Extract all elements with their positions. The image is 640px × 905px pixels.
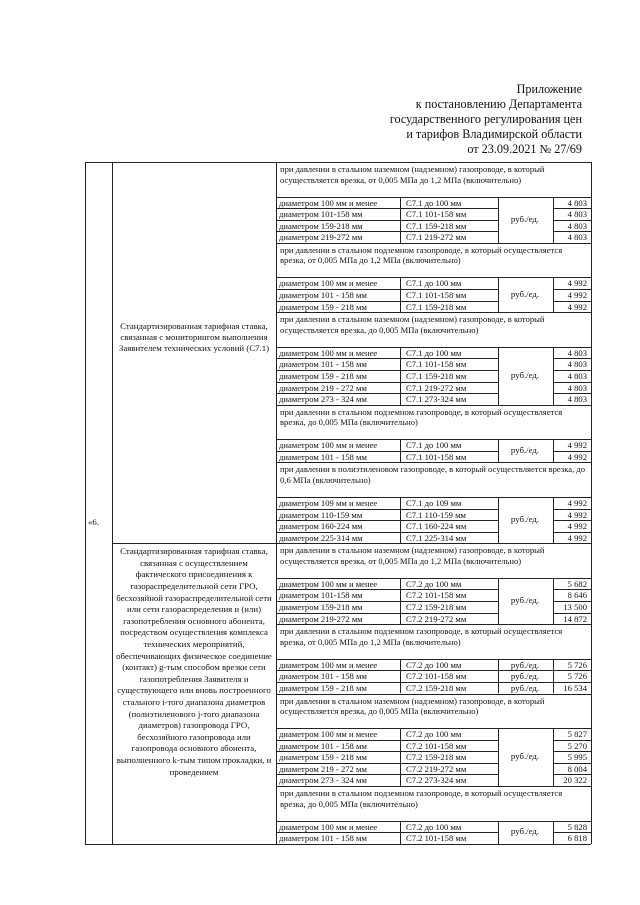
table-rule (553, 497, 554, 543)
tariff-value: 4 803 (567, 347, 587, 358)
table-rule (276, 405, 498, 406)
unit-label: руб./ед. (510, 514, 540, 525)
diameter-label: диаметром 159 - 218 мм (279, 370, 367, 381)
tariff-value: 5 827 (567, 729, 587, 739)
table-rule (553, 197, 554, 243)
table-rule (400, 277, 401, 312)
tariff-value: 4 992 (567, 509, 587, 520)
appendix-header (282, 82, 582, 157)
diameter-label: диаметром 159 - 218 мм (279, 301, 367, 312)
tariff-value: 4 992 (567, 301, 587, 312)
unit-label: руб./ед. (510, 671, 540, 682)
unit-label: руб./ед. (510, 595, 540, 605)
table-rule (276, 694, 498, 695)
diameter-label: диаметром 101-158 мм (279, 590, 363, 601)
diameter-label: диаметром 160-224 мм (279, 521, 363, 532)
diameter-label: диаметром 219 - 272 мм (279, 763, 367, 774)
rate-code: С7.1 101-158 мм (406, 209, 467, 220)
tariff-value: 5 726 (567, 659, 587, 670)
rate-code: С7.1 160-224 мм (406, 521, 467, 532)
diameter-label: диаметром 100 мм и менее (279, 197, 378, 208)
rate-code: С7.2 219-272 мм (406, 613, 467, 624)
diameter-label: диаметром 219-272 мм (279, 232, 363, 243)
rate-code: С7.1 101-158 мм (406, 290, 467, 300)
rate-code: С7.2 101-158 мм (406, 671, 467, 682)
table-rule (276, 462, 498, 463)
tariff-value: 13 500 (563, 602, 587, 612)
unit-label: руб./ед. (510, 682, 540, 693)
table-rule (498, 786, 553, 787)
table-rule (553, 624, 591, 625)
table-rule (85, 162, 591, 163)
table-rule (498, 543, 553, 544)
pressure-condition: при давлении в стальном наземном (надземном) газопроводе, в который осуществляется врезка, от 0,005 МПа до 1,2 МПа (включительно) (280, 545, 545, 566)
rate-code: С7.2 101-158 мм (406, 590, 467, 601)
tariff-value: 4 992 (567, 521, 587, 532)
pressure-condition: при давлении в полиэтиленовом газопроводе, в который осуществляется врезка, до 0,6 МПа (включительно) (280, 464, 586, 485)
rate-code: С7.2 до 100 мм (406, 729, 462, 739)
rate-code: С7.1 до 100 мм (406, 440, 462, 451)
table-rule (400, 659, 401, 694)
rate-code: С7.1 101-158 мм (406, 451, 467, 462)
diameter-label: диаметром 110-159 мм (279, 509, 363, 520)
unit-label: руб./ед. (510, 288, 540, 299)
table-rule (498, 844, 553, 845)
table-rule (553, 728, 554, 786)
table-rule (112, 162, 113, 844)
table-rule (498, 578, 499, 624)
table-rule (553, 786, 591, 787)
table-rule (553, 694, 591, 695)
rate-code: С7.1 273-324 мм (406, 394, 467, 405)
diameter-label: диаметром 101 - 158 мм (279, 740, 367, 751)
rate-code: С7.1 до 100 мм (406, 347, 462, 358)
pressure-condition: при давлении в стальном подземном газопроводе, в который осуществляется врезка, от 0,005 МПа до 1,2 МПа (включительно) (280, 626, 563, 647)
pressure-condition: при давлении в стальном наземном (надземном) газопроводе, в который осуществляется врезка, до 0,005 МПа (включительно) (280, 695, 545, 717)
diameter-label: диаметром 101 - 158 мм (279, 451, 367, 462)
diameter-label: диаметром 100 мм и менее (279, 821, 378, 832)
table-rule (498, 439, 499, 462)
rate-code: С7.1 225-314 мм (406, 532, 467, 543)
diameter-label: диаметром 100 мм и менее (279, 659, 378, 670)
header-line: и тарифов Владимирской области (406, 127, 582, 141)
tariff-value: 5 828 (567, 821, 587, 832)
diameter-label: диаметром 159-218 мм (279, 220, 363, 231)
table-rule (498, 694, 553, 695)
table-rule (400, 728, 401, 786)
table-rule (553, 659, 554, 694)
tariff-value: 4 803 (567, 359, 587, 370)
tariff-value: 5 270 (567, 740, 587, 751)
tariff-value: 8 004 (567, 763, 587, 774)
pressure-condition: при давлении в стальном подземном газопроводе, в который осуществляется врезка, от 0,005 МПа до 1,2 МПа (включительно) (280, 244, 563, 266)
tariff-value: 5 682 (567, 578, 587, 589)
tariff-value: 20 322 (563, 775, 587, 786)
table-rule (400, 347, 401, 405)
table-rule (400, 197, 401, 243)
table-rule (498, 277, 499, 312)
header-line: Приложение (516, 82, 582, 96)
diameter-label: диаметром 109 мм и менее (279, 497, 378, 508)
header-line: к постановлению Департамента (415, 97, 582, 111)
diameter-label: диаметром 219-272 мм (279, 613, 363, 624)
rate-code: С7.2 101-158 мм (406, 740, 467, 751)
table-rule (276, 543, 498, 544)
rate-code: С7.1 до 100 мм (406, 278, 462, 289)
tariff-value: 14 872 (563, 613, 587, 624)
table-rule (591, 162, 592, 844)
tariff-value: 4 803 (567, 209, 587, 220)
table-rule (498, 659, 499, 694)
table-rule (276, 312, 498, 313)
table-rule (400, 439, 401, 462)
table-rule (498, 497, 499, 543)
table-rule (553, 844, 591, 845)
diameter-label: диаметром 101 - 158 мм (279, 833, 367, 844)
table-rule (276, 844, 498, 845)
table-rule (553, 821, 554, 844)
diameter-label: диаметром 273 - 324 мм (279, 775, 367, 786)
table-rule (498, 624, 553, 625)
diameter-label: диаметром 219 - 272 мм (279, 382, 367, 393)
table-rule (553, 347, 554, 405)
rate-code: С7.1 110-159 мм (406, 509, 466, 520)
tariff-value: 4 992 (567, 290, 587, 300)
table-rule (553, 405, 591, 406)
tariff-value: 8 646 (567, 590, 587, 601)
diameter-label: диаметром 101 - 158 мм (279, 359, 367, 370)
diameter-label: диаметром 225-314 мм (279, 532, 363, 543)
diameter-label: диаметром 100 мм и менее (279, 440, 378, 451)
diameter-label: диаметром 159 - 218 мм (279, 752, 367, 763)
tariff-value: 4 803 (567, 232, 587, 243)
diameter-label: диаметром 100 мм и менее (279, 347, 378, 358)
rate-code: С7.1 до 109 мм (406, 497, 462, 508)
header-line: государственного регулирования цен (389, 112, 582, 126)
tariff-value: 4 992 (567, 440, 587, 451)
pressure-condition: при давлении в стальном подземном газопроводе, в который осуществляется врезка, до 0,005 МПа (включительно) (280, 406, 563, 428)
pressure-condition: при давлении в стальном наземном (надземном) газопроводе, в который осуществляется врезка, до 0,005 МПа (включительно) (280, 314, 545, 335)
table-rule (553, 543, 591, 544)
tariff-value: 16 534 (563, 682, 587, 693)
tariff-description: Стандартизированная тарифная ставка, связанная с осуществлением фактического присоединения к газораспределительной сети ГРО, бесхозяйной газораспределительной сети или сети газораспределения и (или) газопотребления основного абонента, посредством осуществления комплекса технических мероприятий, обеспечивающих физическое соединение (контакт) g-тым способом врезки сети газопотребления Заявителя и существующего или вновь построенного стального i-того диапазона диаметров (полиэтиленового j-того диапазона диаметров) газопровода ГРО, бесхозяйного газопровода или газопровода основного абонента, выполненного k-тым типом прокладки, и проведением (116, 546, 272, 777)
rate-code: С7.2 до 100 мм (406, 659, 462, 670)
diameter-label: диаметром 273 - 324 мм (279, 394, 367, 405)
rate-code: С7.2 до 100 мм (406, 578, 462, 589)
tariff-value: 4 803 (567, 220, 587, 231)
tariff-value: 4 803 (567, 382, 587, 393)
tariff-value: 4 992 (567, 497, 587, 508)
table-rule (112, 543, 276, 544)
rate-code: С7.2 до 100 мм (406, 821, 462, 832)
header-line: от 23.09.2021 № 27/69 (467, 142, 582, 156)
table-rule (553, 312, 591, 313)
diameter-label: диаметром 101 - 158 мм (279, 671, 367, 682)
tariff-value: 4 803 (567, 370, 587, 381)
table-rule (85, 844, 112, 845)
diameter-label: диаметром 100 мм и менее (279, 278, 378, 289)
tariff-description: Стандартизированная тарифная ставка, связанная с мониторингом выполнения Заявителем технических условий (С7.1) (118, 320, 270, 354)
table-rule (498, 243, 553, 244)
table-rule (498, 197, 499, 243)
pressure-condition: при давлении в стальном наземном (надземном) газопроводе, в который осуществляется врезка, от 0,005 МПа до 1,2 МПа (включительно) (280, 164, 545, 185)
table-rule (553, 578, 554, 624)
diameter-label: диаметром 159 - 218 мм (279, 682, 367, 693)
table-rule (276, 243, 498, 244)
unit-label: руб./ед. (510, 659, 540, 670)
table-rule (553, 439, 554, 462)
unit-label: руб./ед. (510, 369, 540, 380)
tariff-value: 4 992 (567, 532, 587, 543)
rate-code: С7.2 159-218 мм (406, 602, 467, 612)
table-rule (553, 462, 591, 463)
rate-code: С7.1 101-158 мм (406, 359, 467, 370)
unit-label: руб./ед. (510, 751, 540, 761)
row-number: «6. (88, 517, 99, 528)
rate-code: С7.1 до 100 мм (406, 197, 462, 208)
pressure-condition: при давлении в стальном подземном газопроводе, в который осуществляется врезка, до 0,005 МПа (включительно) (280, 788, 563, 809)
table-rule (112, 844, 276, 845)
rate-code: С7.2 159-218 мм (406, 752, 467, 763)
table-rule (400, 497, 401, 543)
diameter-label: диаметром 101 - 158 мм (279, 290, 367, 300)
unit-label: руб./ед. (510, 213, 540, 224)
table-rule (498, 821, 499, 844)
tariff-value: 4 803 (567, 394, 587, 405)
rate-code: С7.1 159-218 мм (406, 220, 467, 231)
rate-code: С7.1 159-218 мм (406, 301, 467, 312)
tariff-value: 4 992 (567, 278, 587, 289)
tariff-value: 4 992 (567, 451, 587, 462)
tariff-value: 6 818 (567, 833, 587, 844)
table-rule (553, 243, 591, 244)
diameter-label: диаметром 100 мм и менее (279, 578, 378, 589)
table-rule (276, 162, 277, 844)
table-rule (498, 347, 499, 405)
diameter-label: диаметром 100 мм и менее (279, 729, 378, 739)
diameter-label: диаметром 101-158 мм (279, 209, 363, 220)
unit-label: руб./ед. (510, 826, 540, 837)
rate-code: С7.2 219-272 мм (406, 763, 467, 774)
rate-code: С7.2 101-158 мм (406, 833, 467, 844)
table-rule (400, 821, 401, 844)
tariff-value: 4 803 (567, 197, 587, 208)
rate-code: С7.1 219-272 мм (406, 232, 467, 243)
rate-code: С7.1 219-272 мм (406, 382, 467, 393)
table-rule (553, 277, 554, 312)
table-rule (498, 405, 553, 406)
diameter-label: диаметром 159-218 мм (279, 602, 363, 612)
table-rule (498, 312, 553, 313)
tariff-value: 5 995 (567, 752, 587, 763)
table-rule (400, 578, 401, 624)
table-rule (276, 624, 498, 625)
rate-code: С7.1 159-218 мм (406, 370, 467, 381)
table-rule (276, 786, 498, 787)
table-rule (498, 462, 553, 463)
unit-label: руб./ед. (510, 444, 540, 455)
rate-code: С7.2 273-324 мм (406, 775, 467, 786)
table-rule (498, 728, 499, 786)
tariff-value: 5 726 (567, 671, 587, 682)
table-rule (85, 162, 86, 844)
rate-code: С7.2 159-218 мм (406, 682, 467, 693)
